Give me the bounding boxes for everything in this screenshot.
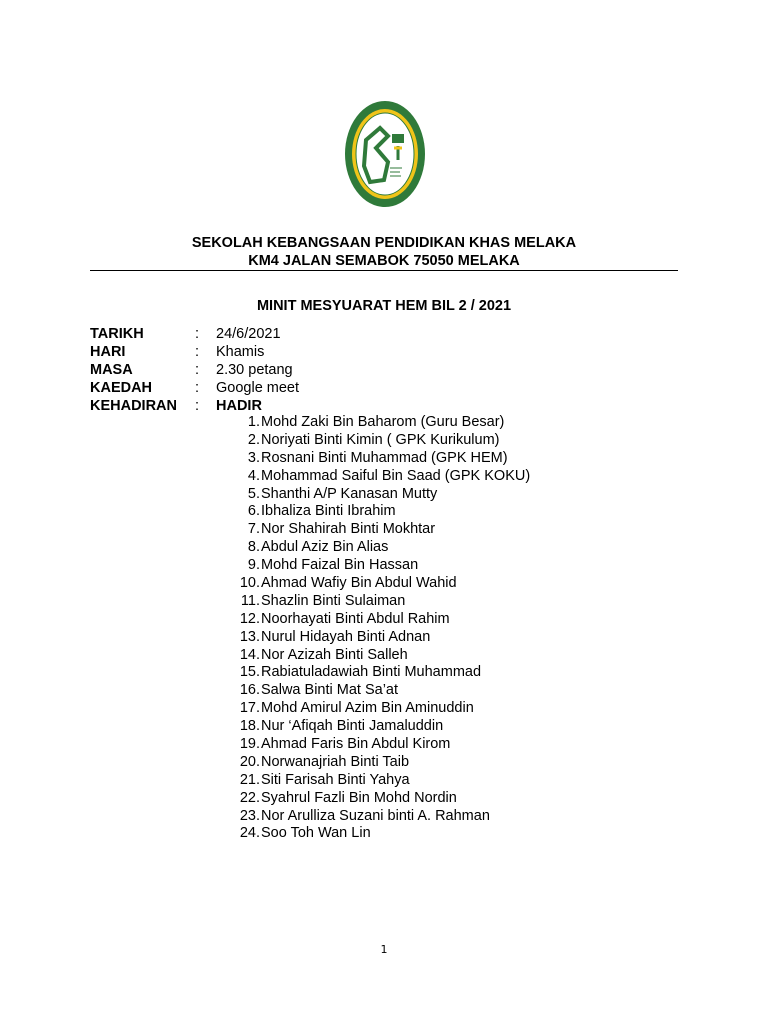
meta-label: KAEDAH <box>90 380 153 396</box>
attendee-number: 24. <box>239 825 260 842</box>
attendee-number: 19. <box>239 736 260 753</box>
meta-separator: : <box>195 362 200 378</box>
attendee-name: Nor Arulliza Suzani binti A. Rahman <box>261 807 490 824</box>
attendee-number: 12. <box>239 610 260 627</box>
attendee-name: Rosnani Binti Muhammad (GPK HEM) <box>261 449 508 466</box>
attendee-name: Nur ‘Afiqah Binti Jamaluddin <box>261 718 444 735</box>
school-name: SEKOLAH KEBANGSAAN PENDIDIKAN KHAS MELAKA <box>191 235 577 251</box>
attendee-number: 3. <box>247 449 260 466</box>
attendee-name: Mohd Zaki Bin Baharom (Guru Besar) <box>261 414 505 430</box>
meta-separator: : <box>195 380 200 396</box>
meta-label: HARI <box>90 344 126 360</box>
attendee-number: 20. <box>239 753 260 770</box>
attendee-number: 11. <box>240 592 260 609</box>
meta-value: 2.30 petang <box>216 362 293 378</box>
document-title: MINIT MESYUARAT HEM BIL 2 / 2021 <box>256 298 512 314</box>
page-number: 1 <box>380 943 388 956</box>
meta-label: MASA <box>90 362 133 378</box>
attendee-number: 4. <box>247 467 260 484</box>
attendee-number: 21. <box>239 771 260 788</box>
attendee-name: Syahrul Fazli Bin Mohd Nordin <box>261 789 457 806</box>
meta-value: 24/6/2021 <box>216 326 281 342</box>
attendee-number: 15. <box>239 664 260 681</box>
attendee-name: Noorhayati Binti Abdul Rahim <box>261 610 450 627</box>
meta-row-kehadiran <box>90 397 690 415</box>
attendee-name: Salwa Binti Mat Sa’at <box>261 682 399 699</box>
meta-value: Khamis <box>216 344 265 360</box>
attendee-name: Mohammad Saiful Bin Saad (GPK KOKU) <box>261 467 531 484</box>
meta-row-kaedah <box>90 379 690 397</box>
meeting-details <box>90 325 690 415</box>
attendee-name: Ahmad Wafiy Bin Abdul Wahid <box>261 575 457 592</box>
crest-book <box>392 134 404 143</box>
attendee-number: 17. <box>239 700 260 717</box>
attendee-name: Shazlin Binti Sulaiman <box>261 592 406 609</box>
attendee-number: 8. <box>247 539 260 556</box>
meta-separator: : <box>195 344 200 360</box>
attendee-number: 14. <box>239 646 260 663</box>
attendee-name: Shanthi A/P Kanasan Mutty <box>261 485 438 502</box>
attendee-name: Nor Azizah Binti Salleh <box>261 646 408 663</box>
meta-value: HADIR <box>216 398 262 414</box>
attendee-name: Abdul Aziz Bin Alias <box>261 539 389 556</box>
attendee-number: 10. <box>239 575 260 592</box>
attendee-number: 16. <box>239 682 260 699</box>
attendee-name: Norwanajriah Binti Taib <box>261 753 410 770</box>
meta-row-masa <box>90 361 690 379</box>
meta-row-hari <box>90 343 690 361</box>
attendee-name: Ahmad Faris Bin Abdul Kirom <box>261 736 451 753</box>
attendee-number: 13. <box>239 628 260 645</box>
meta-label: TARIKH <box>90 326 144 342</box>
attendee-name: Mohd Amirul Azim Bin Aminuddin <box>261 700 474 717</box>
attendee-name: Nor Shahirah Binti Mokhtar <box>261 521 436 538</box>
meta-row-tarikh <box>90 325 690 343</box>
meta-value: Google meet <box>216 380 300 396</box>
attendee-name: Siti Farisah Binti Yahya <box>261 771 410 788</box>
attendee-number: 2. <box>247 431 260 448</box>
meta-separator: : <box>195 326 200 342</box>
attendee-number: 6. <box>247 503 260 520</box>
attendee-number: 23. <box>239 807 260 824</box>
attendee-name: Soo Toh Wan Lin <box>261 825 371 842</box>
attendee-name: Mohd Faizal Bin Hassan <box>261 557 419 574</box>
attendee-name: Noriyati Binti Kimin ( GPK Kurikulum) <box>261 431 500 448</box>
attendee-name: Rabiatuladawiah Binti Muhammad <box>261 664 482 681</box>
attendee-name: Ibhaliza Binti Ibrahim <box>261 503 396 520</box>
meta-separator: : <box>195 398 200 414</box>
attendee-number: 22. <box>239 789 260 806</box>
header-divider <box>90 270 678 271</box>
meta-label: KEHADIRAN <box>90 398 177 414</box>
attendee-number: 5. <box>247 485 260 502</box>
attendee-number: 1. <box>247 414 260 430</box>
school-crest-logo <box>344 100 426 208</box>
attendee-name: Nurul Hidayah Binti Adnan <box>261 628 431 645</box>
attendee-number: 9. <box>247 557 260 574</box>
attendee-number: 18. <box>239 718 260 735</box>
attendee-number: 7. <box>247 521 260 538</box>
school-address: KM4 JALAN SEMABOK 75050 MELAKA <box>248 253 520 269</box>
